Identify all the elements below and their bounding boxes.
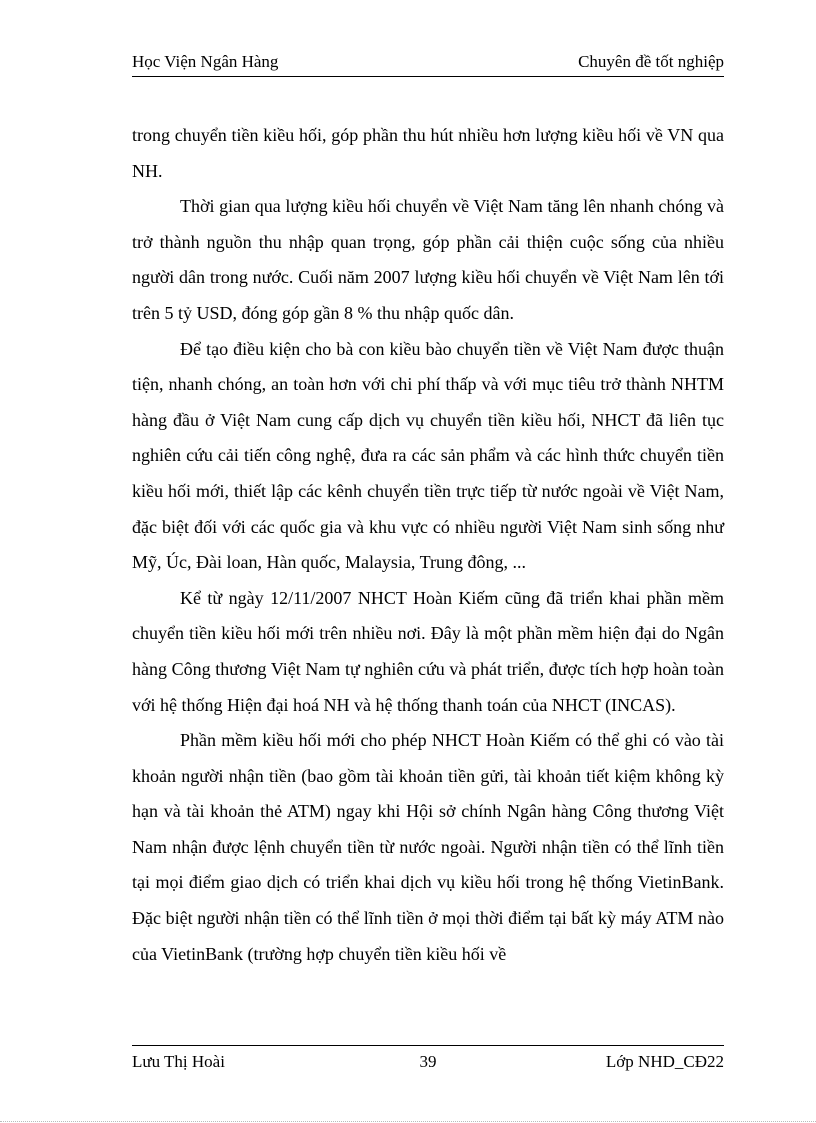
page-footer: [132, 1045, 724, 1074]
page-header: [132, 50, 724, 77]
paragraph: Kể từ ngày 12/11/2007 NHCT Hoàn Kiếm cũng đã triển khai phần mềm chuyển tiền kiều hối mới trên nhiều nơi. Đây là một phần mềm hiện đại do Ngân hàng Công thương Việt Nam tự nghiên cứu và phát triển, được tích hợp hoàn toàn với hệ thống Hiện đại hoá NH và hệ thống thanh toán của NHCT (INCAS).: [132, 587, 724, 715]
paragraph-continuation: trong chuyển tiền kiều hối, góp phần thu hút nhiều hơn lượng kiều hối về VN qua NH.: [132, 125, 724, 181]
footer-author: Lưu Thị Hoài: [132, 1052, 225, 1071]
page-number: 39: [419, 1052, 437, 1071]
paragraph: Phần mềm kiều hối mới cho phép NHCT Hoàn Kiếm có thể ghi có vào tài khoản người nhận tiền (bao gồm tài khoản tiền gửi, tài khoản tiết kiệm không kỳ hạn và tài khoản thẻ ATM) ngay khi Hội sở chính Ngân hàng Công thương Việt Nam nhận được lệnh chuyển tiền từ nước ngoài. Người nhận tiền có thể lĩnh tiền tại mọi điểm giao dịch có triển khai dịch vụ kiều hối trong hệ thống VietinBank. Đặc biệt người nhận tiền có thể lĩnh tiền ở mọi thời điểm tại bất kỳ máy ATM nào của VietinBank (trường hợp chuyển tiền kiều hối về: [132, 730, 724, 964]
header-institution: Học Viện Ngân Hàng: [132, 52, 279, 71]
footer-class: Lớp NHD_CĐ22: [605, 1052, 724, 1071]
body-text: [132, 118, 724, 972]
header-document-type: Chuyên đề tốt nghiệp: [578, 52, 724, 71]
paragraph: Để tạo điều kiện cho bà con kiều bào chuyển tiền về Việt Nam được thuận tiện, nhanh chóng, an toàn hơn với chi phí thấp và với mục tiêu trở thành NHTM hàng đầu ở Việt Nam cung cấp dịch vụ chuyển tiền kiều hối, NHCT đã liên tục nghiên cứu cải tiến công nghệ, đưa ra các sản phẩm và các hình thức chuyển tiền kiều hối mới, thiết lập các kênh chuyển tiền trực tiếp từ nước ngoài về Việt Nam, đặc biệt đối với các quốc gia và khu vực có nhiều người Việt Nam sinh sống như Mỹ, Úc, Đài loan, Hàn quốc, Malaysia, Trung đông, ...: [132, 338, 724, 573]
paragraph: Thời gian qua lượng kiều hối chuyển về Việt Nam tăng lên nhanh chóng và trở thành nguồn thu nhập quan trọng, góp phần cải thiện cuộc sống của nhiều người dân trong nước. Cuối năm 2007 lượng kiều hối chuyển về Việt Nam lên tới trên 5 tỷ USD, đóng góp gần 8 % thu nhập quốc dân.: [132, 196, 724, 323]
page-bottom-dotted-line: [0, 1121, 816, 1122]
